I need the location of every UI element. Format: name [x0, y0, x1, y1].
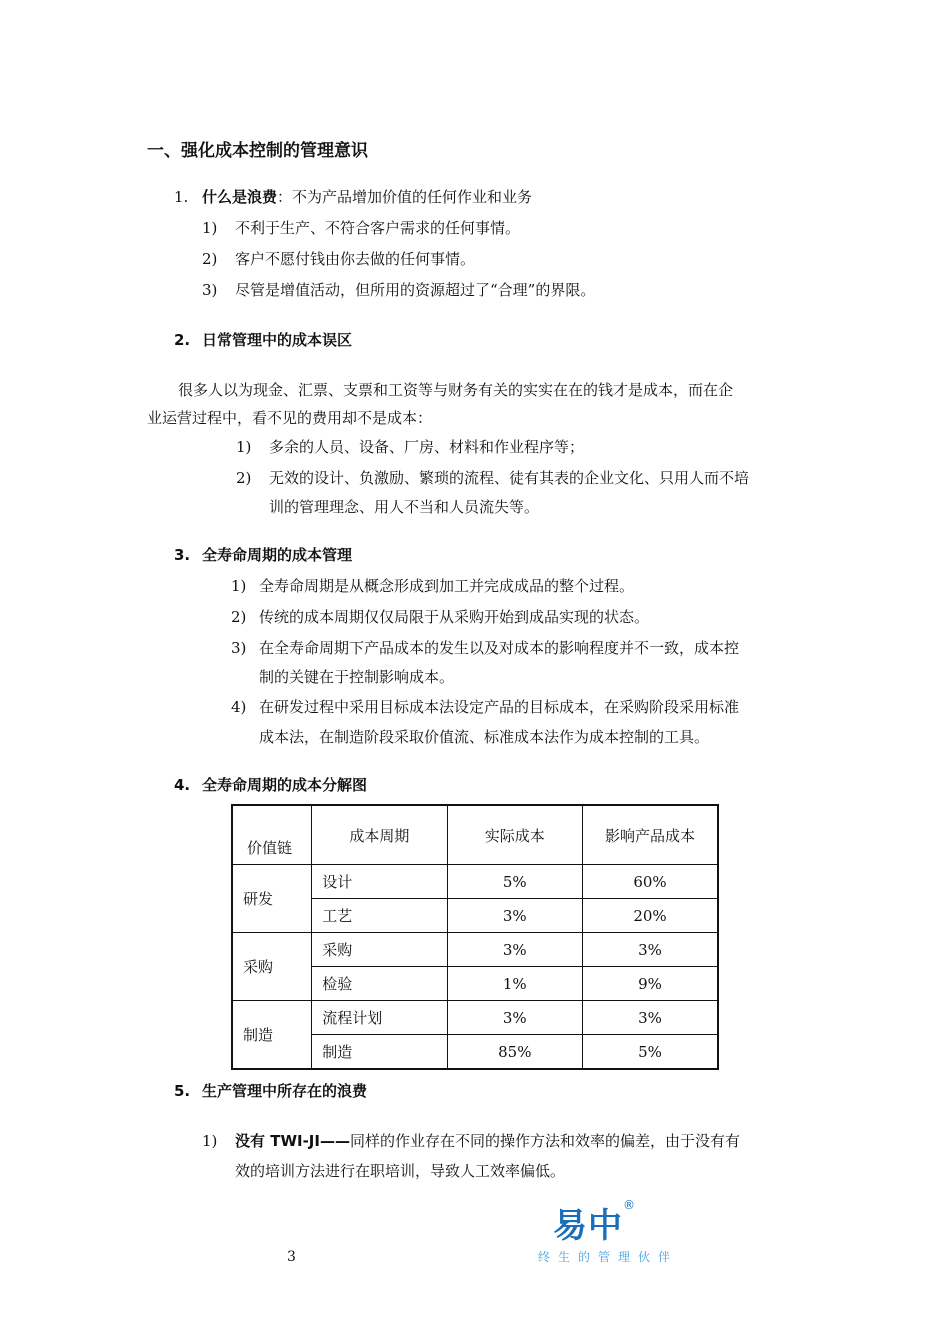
table-cell: 工艺	[312, 899, 447, 933]
list-item-text: 多余的人员、设备、厂房、材料和作业程序等；	[269, 438, 585, 456]
table-cell: 检验	[312, 967, 447, 1001]
section-1-item-3	[202, 280, 595, 300]
table-header-cell: 实际成本	[447, 805, 582, 865]
table-row	[232, 1001, 718, 1035]
table-cell: 3%	[447, 899, 582, 933]
list-item-text: 在全寿命周期下产品成本的发生以及对成本的影响程度并不一致，成本控	[259, 639, 740, 657]
table-row	[232, 865, 718, 899]
section-5-item-1-cont: 效的培训方法进行在职培训，导致人工效率偏低。	[235, 1162, 566, 1180]
list-item-text: 尽管是增值活动，但所用的资源超过了“合理”的界限。	[235, 281, 596, 299]
section-2-paragraph-line-1: 很多人以为现金、汇票、支票和工资等与财务有关的实实在在的钱才是成本，而在企	[178, 381, 734, 399]
section-5-number: 5.	[174, 1082, 191, 1100]
table-cell: 设计	[312, 865, 447, 899]
list-item-text: 在研发过程中采用目标成本法设定产品的目标成本，在采购阶段采用标准	[259, 698, 740, 716]
table-cell: 85%	[447, 1035, 582, 1070]
section-1-title	[174, 187, 532, 207]
brand-logo-text: 易中	[553, 1206, 623, 1246]
section-2-title-text: 日常管理中的成本误区	[202, 331, 353, 349]
list-item-text: 无效的设计、负激励、繁琐的流程、徒有其表的企业文化、只用人而不培	[269, 469, 750, 487]
section-4-title-text: 全寿命周期的成本分解图	[202, 776, 368, 794]
section-3-title	[174, 545, 352, 565]
list-marker: 1)	[202, 219, 218, 237]
section-3-item-3	[231, 638, 739, 658]
table-cell: 采购	[312, 933, 447, 967]
list-marker: 1)	[236, 438, 252, 456]
registered-mark: ®	[623, 1198, 635, 1212]
section-3-item-1	[231, 576, 634, 596]
section-2-item-1	[236, 437, 584, 457]
section-3-item-4-cont: 成本法，在制造阶段采取价值流、标准成本法作为成本控制的工具。	[259, 728, 710, 746]
section-5-title-text: 生产管理中所存在的浪费	[202, 1082, 368, 1100]
table-cell: 20%	[583, 899, 718, 933]
list-marker: 4)	[231, 698, 247, 716]
section-1-item-2	[202, 249, 475, 269]
section-3-number: 3.	[174, 546, 191, 564]
cost-breakdown-table	[231, 804, 719, 1070]
section-3-item-2	[231, 607, 649, 627]
section-1-definition: ：不为产品增加价值的任何作业和业务	[277, 188, 533, 206]
section-3-item-4	[231, 697, 739, 717]
table-row	[232, 933, 718, 967]
table-cell: 3%	[447, 1001, 582, 1035]
section-4-number: 4.	[174, 776, 191, 794]
section-2-title	[174, 330, 352, 350]
table-cell: 3%	[583, 933, 718, 967]
list-marker: 2)	[236, 469, 252, 487]
section-2-paragraph-line-2: 业运营过程中，看不见的费用却不是成本：	[147, 409, 433, 427]
list-item-text: 客户不愿付钱由你去做的任何事情。	[235, 250, 476, 268]
list-marker: 3)	[231, 639, 247, 657]
table-group-cell: 制造	[232, 1001, 312, 1070]
table-cell: 制造	[312, 1035, 447, 1070]
list-item-term: 没有 TWI-JI——	[235, 1132, 350, 1150]
table-cell: 5%	[583, 1035, 718, 1070]
section-2-item-2	[236, 468, 749, 488]
page-heading: 一、强化成本控制的管理意识	[147, 141, 368, 161]
section-1-term: 什么是浪费	[202, 188, 278, 206]
section-4-title	[174, 775, 367, 795]
table-cell: 流程计划	[312, 1001, 447, 1035]
table-header-cell: 影响产品成本	[583, 805, 718, 865]
table-cell: 3%	[447, 933, 582, 967]
table-cell: 60%	[583, 865, 718, 899]
table-cell: 3%	[583, 1001, 718, 1035]
table-header-cell: 成本周期	[312, 805, 447, 865]
table-header-row	[232, 805, 718, 865]
section-1-number: 1.	[174, 188, 189, 206]
brand-slogan: 终生的管理伙伴	[538, 1250, 679, 1264]
list-marker: 2)	[231, 608, 247, 626]
section-5-title	[174, 1081, 367, 1101]
list-item-text: 同样的作业存在不同的操作方法和效率的偏差，由于没有有	[349, 1132, 740, 1150]
section-3-title-text: 全寿命周期的成本管理	[202, 546, 353, 564]
table-cell: 5%	[447, 865, 582, 899]
list-marker: 1)	[231, 577, 247, 595]
page-number: 3	[287, 1249, 296, 1265]
table-cell: 1%	[447, 967, 582, 1001]
table-header-cell: 价值链	[232, 805, 312, 865]
table-group-cell: 研发	[232, 865, 312, 933]
section-2-item-2-cont: 训的管理理念、用人不当和人员流失等。	[269, 498, 540, 516]
section-2-number: 2.	[174, 331, 191, 349]
table-group-cell: 采购	[232, 933, 312, 1001]
section-3-item-3-cont: 制的关键在于控制影响成本。	[259, 668, 455, 686]
section-5-item-1	[202, 1131, 740, 1151]
list-item-text: 不利于生产、不符合客户需求的任何事情。	[235, 219, 521, 237]
table-cell: 9%	[583, 967, 718, 1001]
brand-logo	[553, 1198, 635, 1247]
section-1-item-1	[202, 218, 520, 238]
list-marker: 3)	[202, 281, 218, 299]
list-marker: 1)	[202, 1132, 218, 1150]
list-item-text: 传统的成本周期仅仅局限于从采购开始到成品实现的状态。	[259, 608, 650, 626]
list-marker: 2)	[202, 250, 218, 268]
list-item-text: 全寿命周期是从概念形成到加工并完成成品的整个过程。	[259, 577, 635, 595]
